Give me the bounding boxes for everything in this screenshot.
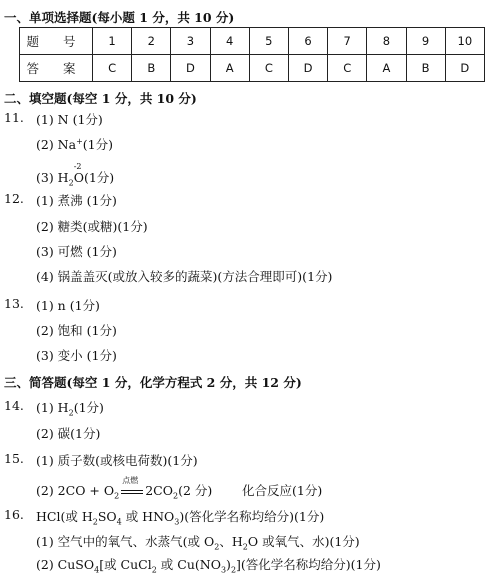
section-2-title: 二、填空题(每空 1 分，共 10 分)	[4, 91, 197, 106]
answer-line: (1) n (1分)	[36, 298, 100, 313]
question-number-14: 14.	[4, 398, 24, 413]
table-cell: 3	[171, 28, 210, 55]
table-cell: 9	[406, 28, 445, 55]
table-cell: B	[406, 55, 445, 82]
answer-line: (1) $H_2(1$分)	[36, 400, 104, 418]
question-number-12: 12.	[4, 191, 24, 206]
answer-line: (1) 空气中的氧气、水蒸气(或 $O_2$、$H_2O$ 或氧气、水)(1分)	[36, 534, 360, 552]
answer-line: (1) 煮沸 (1分)	[36, 193, 117, 208]
table-cell: A	[210, 55, 249, 82]
table-cell: 7	[328, 28, 367, 55]
table-cell: 5	[249, 28, 288, 55]
question-number-16: 16.	[4, 507, 24, 522]
table-cell: C	[249, 55, 288, 82]
table-cell: 4	[210, 28, 249, 55]
table-row	[20, 55, 485, 82]
answer-line: (2) 糖类(或糖)(1分)	[36, 219, 148, 234]
table-cell: A	[367, 55, 406, 82]
table-cell: 8	[367, 28, 406, 55]
table-cell: C	[328, 55, 367, 82]
answer-line: (3) 变小 (1分)	[36, 348, 117, 363]
table-cell: D	[171, 55, 210, 82]
answer-line: (4) 锅盖盖灭(或放入较多的蔬菜)(方法合理即可)(1分)	[36, 269, 333, 284]
answer-line: (2) Na+(1分)	[36, 136, 113, 152]
reaction-type: 化合反应(1分)	[242, 483, 323, 498]
row-label-answer: 答 案	[20, 55, 93, 82]
table-cell: D	[445, 55, 484, 82]
answer-line: (2) 饱和 (1分)	[36, 323, 117, 338]
answer-line: (1) 质子数(或核电荷数)(1分)	[36, 453, 198, 468]
row-label-number: 题 号	[20, 28, 93, 55]
question-number-13: 13.	[4, 296, 24, 311]
table-cell: 10	[445, 28, 484, 55]
answer-line: (3) $H_2$ -2 O(1分)	[36, 162, 115, 188]
answer-line: (2) CuSO$_4$[或 CuCl$_2$ 或 $Cu(NO_3)_2$](答化学名称均给分)(1分)	[36, 557, 381, 575]
section-3-title: 三、简答题(每空 1 分，化学方程式 2 分，共 12 分)	[4, 375, 302, 390]
question-number-11: 11.	[4, 110, 24, 125]
answer-line: (2) 碳(1分)	[36, 426, 101, 441]
answer-table	[19, 27, 485, 82]
table-row	[20, 28, 485, 55]
answer-line: (3) 可燃 (1分)	[36, 244, 117, 259]
table-cell: D	[288, 55, 327, 82]
answer-line: (1) N (1分)	[36, 112, 103, 127]
answer-line: (2) $2CO + O_2$ 点燃 $2CO_2(2$ 分)	[36, 476, 213, 501]
table-cell: 1	[93, 28, 132, 55]
table-cell: B	[132, 55, 171, 82]
section-1-title: 一、单项选择题(每小题 1 分，共 10 分)	[4, 10, 235, 25]
question-number-15: 15.	[4, 451, 24, 466]
answer-line: HCl(或 $H_2SO_4$ 或 $HNO_3$)(答化学名称均给分)(1分)	[36, 509, 325, 527]
table-cell: C	[93, 55, 132, 82]
table-cell: 2	[132, 28, 171, 55]
table-cell: 6	[288, 28, 327, 55]
